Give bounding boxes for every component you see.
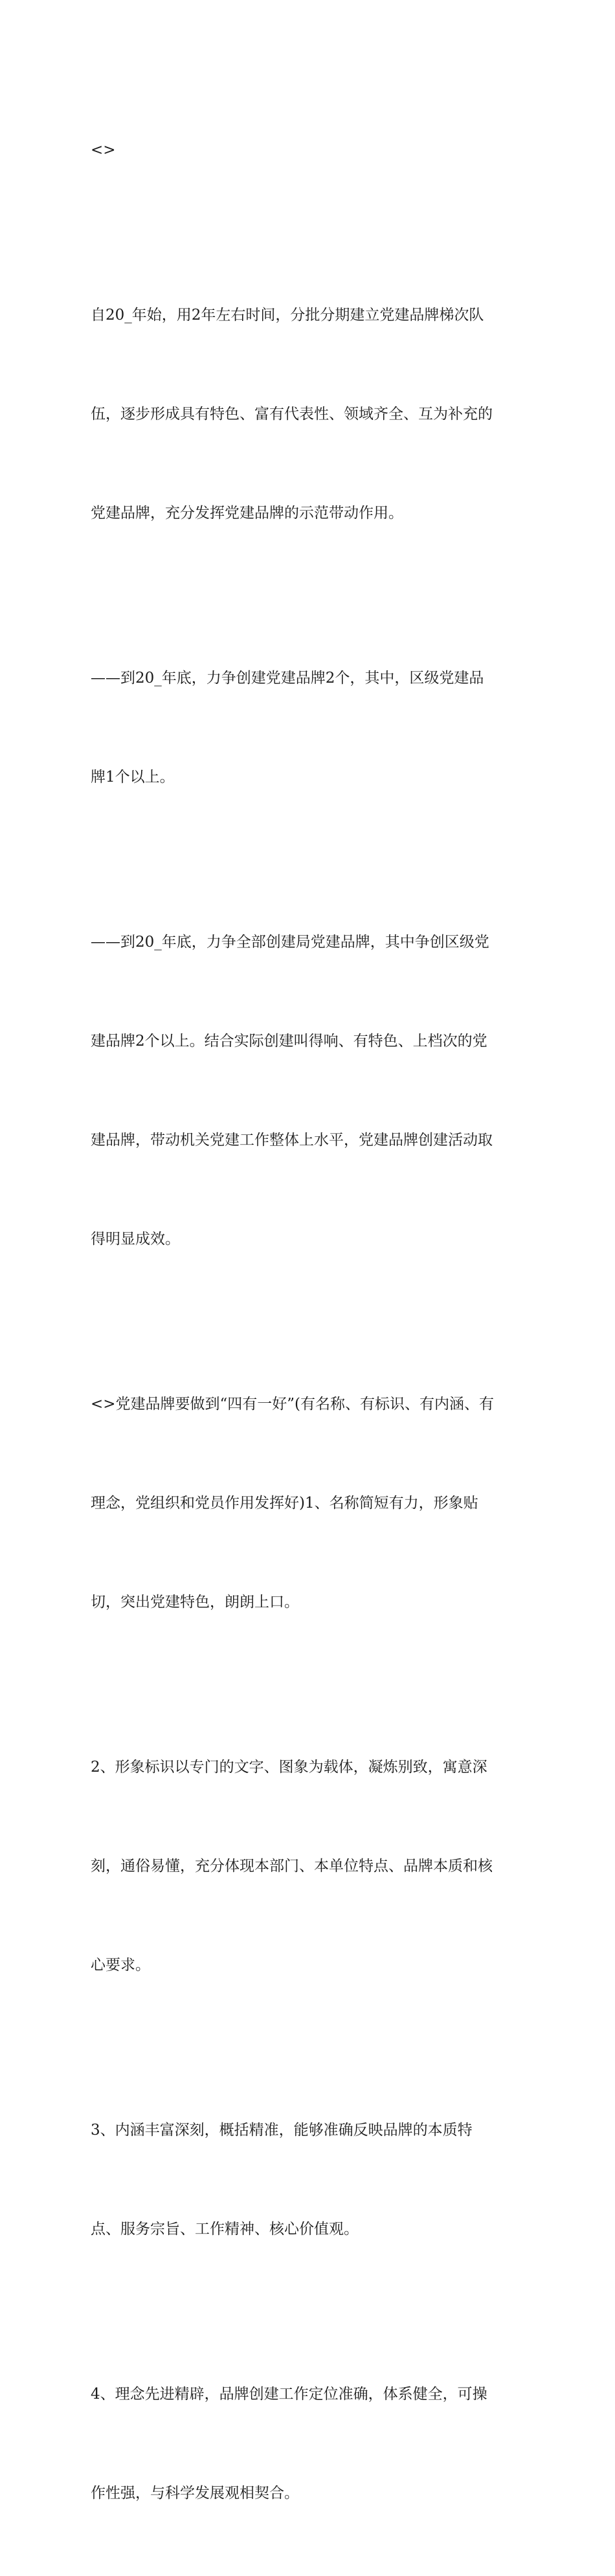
text-line: <> — [91, 142, 116, 159]
text-line: <>党建品牌要做到“四有一好”(有名称、有标识、有内涵、有 — [91, 1396, 495, 1413]
text-line: 建品牌，带动机关党建工作整体上水平，党建品牌创建活动取 — [91, 1132, 493, 1149]
text-line: 建品牌2个以上。结合实际创建叫得响、有特色、上档次的党 — [91, 1033, 487, 1050]
text-line: 3、内涵丰富深刻，概括精准，能够准确反映品牌的本质特 — [91, 2122, 473, 2139]
text-line: 牌1个以上。 — [91, 769, 175, 786]
paragraph-goal-second-year — [91, 860, 528, 1322]
paragraph-requirement-2 — [91, 1685, 528, 2048]
text-line: ——到20_年底，力争创建党建品牌2个，其中，区级党建品 — [91, 670, 484, 687]
paragraph-goal-intro — [91, 233, 528, 596]
text-line: 党建品牌，充分发挥党建品牌的示范带动作用。 — [91, 505, 403, 522]
text-line: 4、理念先进精辟，品牌创建工作定位准确，体系健全，可操 — [91, 2386, 487, 2403]
text-line: 刻，通俗易懂，充分体现本部门、本单位特点、品牌本质和核 — [91, 1858, 493, 1875]
paragraph-goal-first-year — [91, 596, 528, 860]
paragraph-requirement-3 — [91, 2048, 528, 2312]
text-line: 得明显成效。 — [91, 1231, 180, 1248]
paragraph-heading-marker — [91, 68, 528, 233]
text-line: 点、服务宗旨、工作精神、核心价值观。 — [91, 2221, 359, 2238]
text-line: 自20_年始，用2年左右时间，分批分期建立党建品牌梯次队 — [91, 307, 484, 324]
text-line: 作性强，与科学发展观相契合。 — [91, 2485, 299, 2502]
paragraph-requirement-4 — [91, 2312, 528, 2576]
text-line: ——到20_年底，力争全部创建局党建品牌，其中争创区级党 — [91, 934, 489, 951]
text-line: 2、形象标识以专门的文字、图象为载体，凝炼别致，寓意深 — [91, 1759, 487, 1776]
text-line: 伍，逐步形成具有特色、富有代表性、领域齐全、互为补充的 — [91, 406, 493, 423]
text-line: 心要求。 — [91, 1957, 150, 1974]
text-line: 理念，党组织和党员作用发挥好)1、名称简短有力，形象贴 — [91, 1495, 478, 1512]
text-line: 切，突出党建特色，朗朗上口。 — [91, 1594, 299, 1611]
document-body — [91, 68, 528, 2576]
paragraph-requirements-intro — [91, 1322, 528, 1685]
